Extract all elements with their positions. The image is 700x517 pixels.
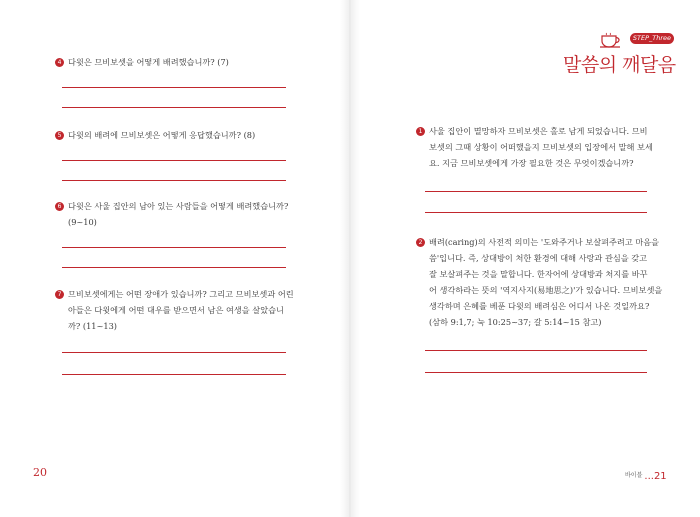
question-6 xyxy=(55,198,288,230)
answer-line xyxy=(425,191,647,192)
question-number: 1 xyxy=(416,127,425,136)
question-text-cont: 보셋의 그때 상황이 어떠했을지 므비보셋의 입장에서 말해 보세 xyxy=(429,142,653,152)
question-text: 다윗은 사울 집안의 남아 있는 사람들을 어떻게 배려했습니까? xyxy=(68,201,289,211)
answer-line xyxy=(425,212,647,213)
question-text: 다윗은 므비보셋을 어떻게 배려했습니까? (7) xyxy=(68,57,229,67)
question-text-cont: 생각하며 은혜를 베푼 다윗의 배려심은 어디서 나온 것일까요? xyxy=(429,301,650,311)
question-text-cont: 어 생각하라는 뜻의 '역지사지(易地思之)'가 있습니다. 므비보셋을 xyxy=(429,285,663,295)
question-7 xyxy=(55,286,294,334)
page-gutter xyxy=(340,0,360,517)
question-text: 배려(caring)의 사전적 의미는 '도와주거나 보살펴주려고 마음을 xyxy=(429,237,660,247)
question-text-cont: (9~10) xyxy=(68,217,97,227)
question-reference: (삼하 9:1,7; 눅 10:25~37; 갈 5:14~15 참고) xyxy=(429,317,602,327)
running-footer xyxy=(625,470,667,482)
question-text: 므비보셋에게는 어떤 장애가 있습니까? 그리고 므비보셋과 어린 xyxy=(68,289,294,299)
page-number-right: 21 xyxy=(653,471,667,482)
footer-brand: 바이블 xyxy=(625,472,643,479)
answer-line xyxy=(62,247,286,248)
question-4 xyxy=(55,54,229,70)
answer-line xyxy=(62,267,286,268)
answer-line xyxy=(62,352,286,353)
answer-line xyxy=(62,107,286,108)
page-number-left: 20 xyxy=(33,466,47,479)
question-text-cont: 아들은 다윗에게 어떤 대우를 받으면서 남은 여생을 살았습니 xyxy=(68,305,284,315)
section-title: 말씀의 깨달음 xyxy=(563,54,676,76)
answer-line xyxy=(425,372,647,373)
question-number: 7 xyxy=(55,290,64,299)
question-text-cont: 요. 지금 므비보셋에게 가장 필요한 것은 무엇이겠습니까? xyxy=(429,158,634,168)
step-tag: STEP_Three xyxy=(630,33,674,44)
question-text-cont: 까? (11~13) xyxy=(68,321,117,331)
question-text-cont: 잘 보살펴주는 것을 말합니다. 한자어에 상대방과 처지를 바꾸 xyxy=(429,269,648,279)
answer-line xyxy=(62,180,286,181)
question-text: 다윗의 배려에 므비보셋은 어떻게 응답했습니까? (8) xyxy=(68,130,256,140)
answer-line xyxy=(425,350,647,351)
answer-line xyxy=(62,160,286,161)
question-5 xyxy=(55,127,255,143)
question-2 xyxy=(416,234,662,330)
question-number: 5 xyxy=(55,131,64,140)
question-text: 사울 집안이 멸망하자 므비보셋은 홀로 남게 되었습니다. 므비 xyxy=(429,126,648,136)
question-number: 6 xyxy=(55,202,64,211)
answer-line xyxy=(62,87,286,88)
question-number: 4 xyxy=(55,58,64,67)
teacup-icon xyxy=(599,32,625,48)
answer-line xyxy=(62,374,286,375)
question-text-cont: 씀'입니다. 즉, 상대방이 처한 환경에 대해 사랑과 관심을 갖고 xyxy=(429,253,648,263)
footer-dots: ... xyxy=(644,471,654,482)
question-number: 2 xyxy=(416,238,425,247)
question-1 xyxy=(416,123,653,171)
